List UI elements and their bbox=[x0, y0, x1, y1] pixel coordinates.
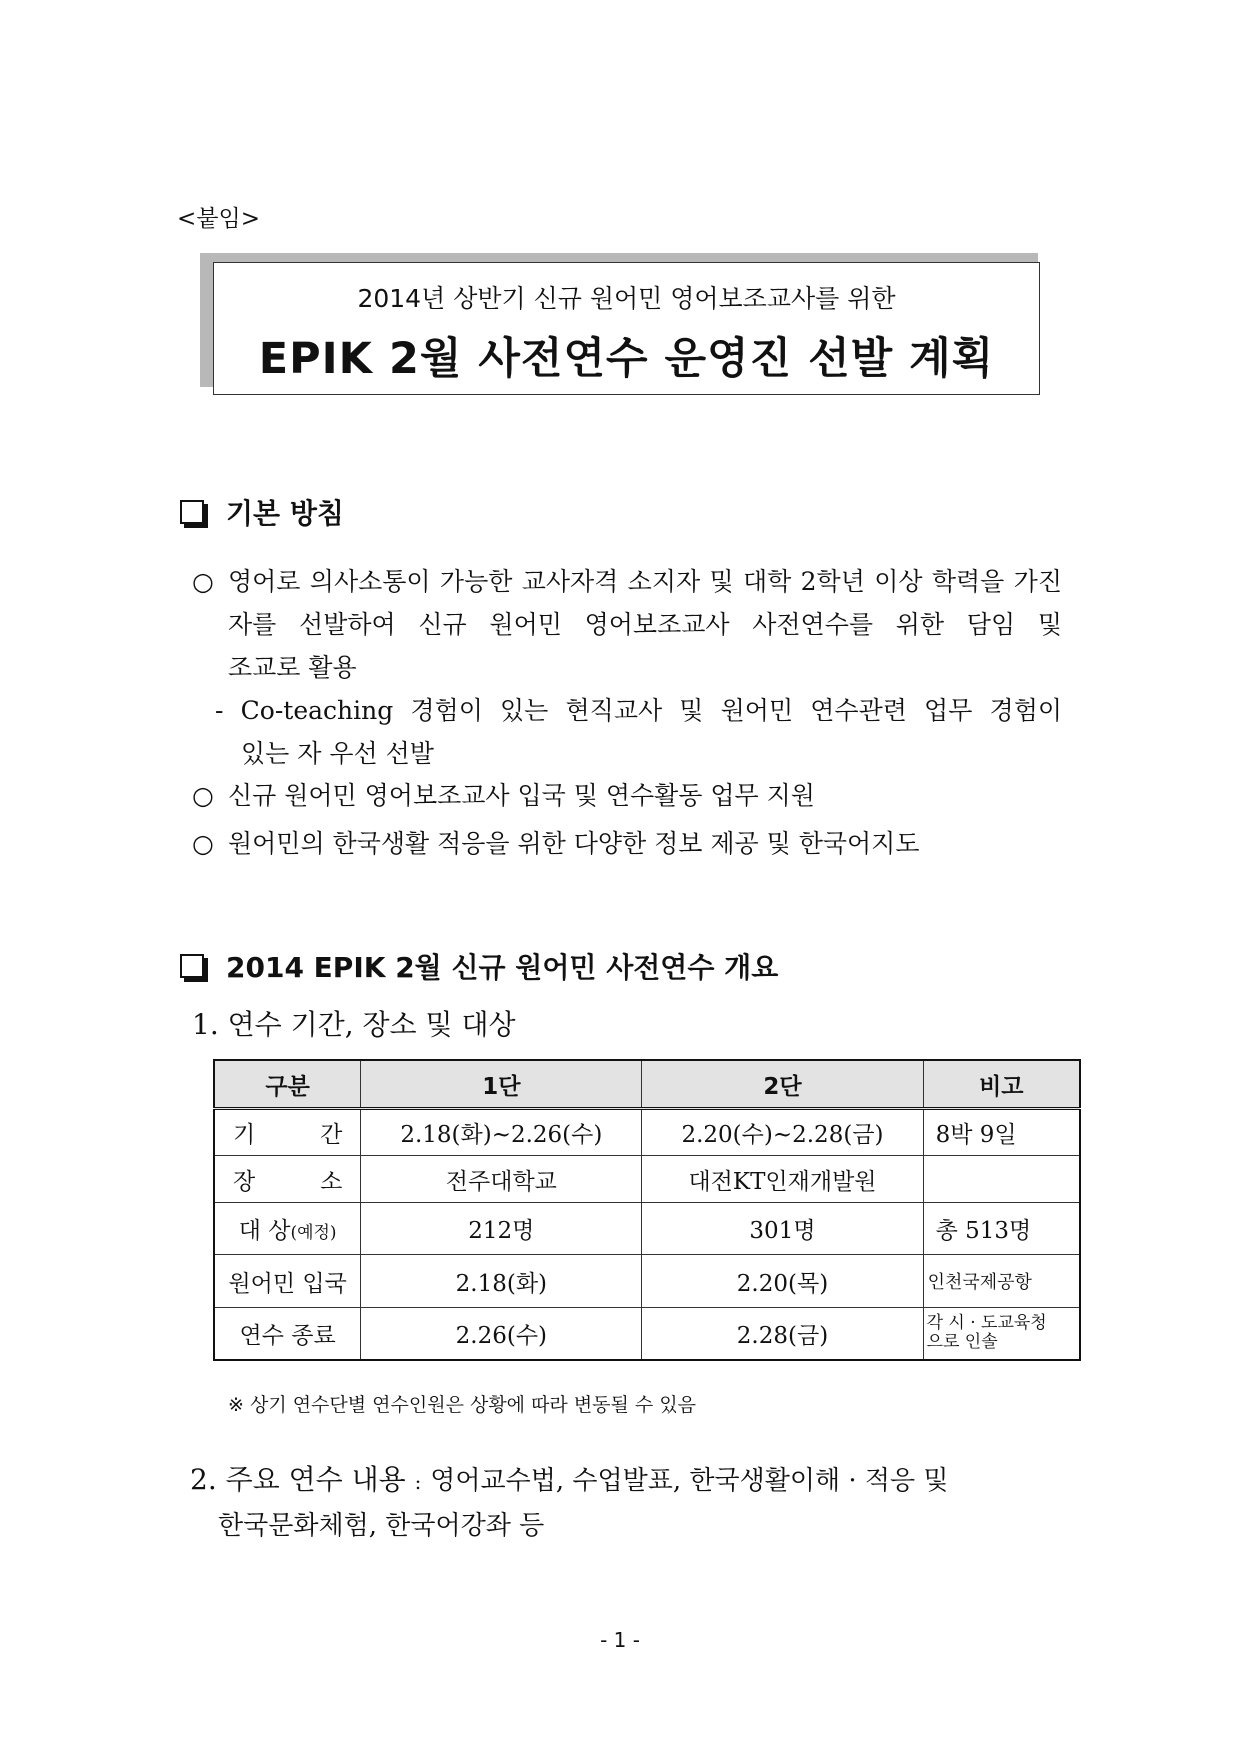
cell-place-1: 전주대학교 bbox=[361, 1156, 642, 1203]
policy-item-2 bbox=[192, 774, 815, 817]
cell-end-2: 2.28(금) bbox=[642, 1308, 923, 1360]
cell-arrival-note: 인천국제공항 bbox=[923, 1255, 1080, 1308]
main-content-line-1 bbox=[190, 1458, 949, 1498]
bullet-circle-icon: ○ bbox=[192, 829, 214, 858]
main-content-colon: : bbox=[414, 1470, 422, 1494]
cell-end-1: 2.26(수) bbox=[361, 1308, 642, 1360]
cell-target-1: 212명 bbox=[361, 1203, 642, 1255]
row-label-end: 연수 종료 bbox=[214, 1308, 361, 1360]
title-box bbox=[213, 262, 1040, 395]
cell-place-note bbox=[923, 1156, 1080, 1203]
policy-item-3-text: 원어민의 한국생활 적응을 위한 다양한 정보 제공 및 한국어지도 bbox=[228, 829, 920, 858]
policy-item-1-detail bbox=[215, 689, 1062, 775]
subsection-title-period-place: 1. 연수 기간, 장소 및 대상 bbox=[192, 1008, 516, 1041]
table-row bbox=[214, 1203, 1080, 1255]
main-content-text-1: 영어교수법, 수업발표, 한국생활이해 · 적응 및 bbox=[430, 1466, 949, 1496]
policy-detail-line-2: 있는 자 우선 선발 bbox=[241, 739, 434, 768]
dash-symbol: - bbox=[215, 696, 224, 725]
cell-period-2: 2.20(수)~2.28(금) bbox=[642, 1109, 923, 1156]
policy-item-1-line-3: 조교로 활용 bbox=[228, 653, 357, 682]
cell-arrival-1: 2.18(화) bbox=[361, 1255, 642, 1308]
table-header-row bbox=[214, 1060, 1080, 1109]
main-content-text-2: 한국문화체험, 한국어강좌 등 bbox=[218, 1511, 545, 1541]
cell-target-note: 총 513명 bbox=[923, 1203, 1080, 1255]
schedule-table bbox=[213, 1059, 1081, 1361]
cell-period-note: 8박 9일 bbox=[923, 1109, 1080, 1156]
page-number: - 1 - bbox=[600, 1628, 640, 1652]
header-group-1: 1단 bbox=[361, 1060, 642, 1109]
table-row bbox=[214, 1308, 1080, 1360]
row-label-period: 기 간 bbox=[214, 1109, 361, 1156]
bullet-circle-icon: ○ bbox=[192, 781, 214, 810]
cell-end-note: 각 시 · 도교육청 으로 인솔 bbox=[923, 1308, 1080, 1360]
policy-detail-line-1: Co-teaching 경험이 있는 현직교사 및 원어민 연수관련 업무 경험이 bbox=[240, 696, 1062, 725]
policy-item-2-text: 신규 원어민 영어보조교사 입국 및 연수활동 업무 지원 bbox=[228, 781, 815, 810]
bullet-circle-icon: ○ bbox=[192, 567, 214, 596]
policy-item-1 bbox=[192, 560, 1062, 689]
table-footnote: ※ 상기 연수단별 연수인원은 상황에 따라 변동될 수 있음 bbox=[228, 1394, 697, 1416]
policy-item-1-line-2: 자를 선발하여 신규 원어민 영어보조교사 사전연수를 위한 담임 및 bbox=[228, 610, 1062, 639]
table-row bbox=[214, 1109, 1080, 1156]
cell-period-1: 2.18(화)~2.26(수) bbox=[361, 1109, 642, 1156]
main-content-label: 2. 주요 연수 내용 bbox=[190, 1463, 406, 1496]
row-label-arrival: 원어민 입국 bbox=[214, 1255, 361, 1308]
header-category: 구분 bbox=[214, 1060, 361, 1109]
cell-place-2: 대전KT인재개발원 bbox=[642, 1156, 923, 1203]
title-main: EPIK 2월 사전연수 운영진 선발 계획 bbox=[258, 334, 995, 384]
checkbox-square-icon bbox=[180, 954, 204, 978]
section-heading-text: 기본 방침 bbox=[226, 497, 344, 530]
title-subtitle: 2014년 상반기 신규 원어민 영어보조교사를 위한 bbox=[357, 284, 896, 313]
table-row bbox=[214, 1156, 1080, 1203]
header-remarks: 비고 bbox=[923, 1060, 1080, 1109]
table-row bbox=[214, 1255, 1080, 1308]
attachment-label: <붙임> bbox=[177, 206, 260, 232]
cell-arrival-2: 2.20(목) bbox=[642, 1255, 923, 1308]
policy-item-3 bbox=[192, 822, 919, 865]
row-label-target: 대 상(예정) bbox=[214, 1203, 361, 1255]
section-heading-basic-policy bbox=[178, 492, 344, 532]
policy-item-1-line-1: 영어로 의사소통이 가능한 교사자격 소지자 및 대학 2학년 이상 학력을 가진 bbox=[228, 567, 1062, 596]
header-group-2: 2단 bbox=[642, 1060, 923, 1109]
checkbox-square-icon bbox=[180, 500, 204, 524]
cell-target-2: 301명 bbox=[642, 1203, 923, 1255]
row-label-place: 장 소 bbox=[214, 1156, 361, 1203]
section-heading-text: 2014 EPIK 2월 신규 원어민 사전연수 개요 bbox=[226, 951, 779, 984]
section-heading-overview bbox=[178, 946, 778, 986]
